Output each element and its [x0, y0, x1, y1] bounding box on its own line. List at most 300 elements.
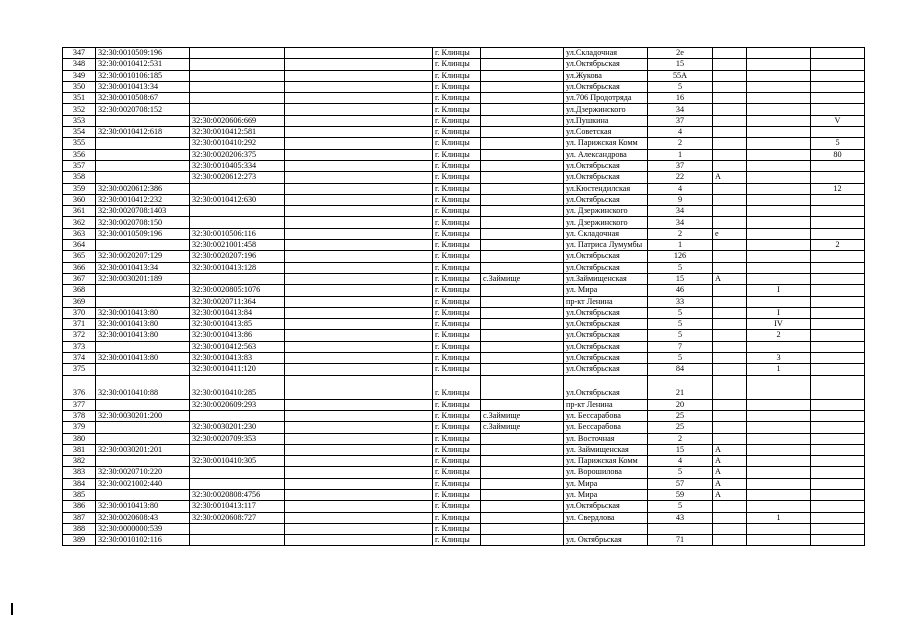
cell-building-part [747, 160, 811, 171]
cell-letter [713, 523, 747, 534]
cell-apartment [811, 444, 865, 455]
cell-letter: А [713, 467, 747, 478]
cell-building-part [747, 375, 811, 399]
cell-locality [481, 353, 564, 364]
cell-empty [285, 422, 433, 433]
cell-letter [713, 375, 747, 399]
cell-building-part [747, 206, 811, 217]
cell-empty [285, 296, 433, 307]
cell-empty [285, 410, 433, 421]
cell-locality [481, 172, 564, 183]
table-row [63, 422, 865, 433]
cell-empty [285, 217, 433, 228]
cell-street: ул. Парижская Комм [564, 456, 648, 467]
cell-locality [481, 149, 564, 160]
registry-table [62, 47, 865, 546]
cell-letter [713, 364, 747, 375]
cell-building-cadastral-number: 32:30:0020711:364 [190, 296, 285, 307]
cell-apartment: 2 [811, 240, 865, 251]
cell-house-number: 21 [648, 375, 713, 399]
cell-house-number: 34 [648, 217, 713, 228]
cell-house-number: 25 [648, 422, 713, 433]
cell-building-part [747, 228, 811, 239]
cell-locality [481, 512, 564, 523]
cell-locality [481, 478, 564, 489]
cell-house-number: 4 [648, 127, 713, 138]
cell-building-cadastral-number: 32:30:0020207:196 [190, 251, 285, 262]
cell-apartment [811, 296, 865, 307]
cell-city: г. Клинцы [433, 433, 481, 444]
cell-empty [285, 251, 433, 262]
cell-letter [713, 353, 747, 364]
cell-city: г. Клинцы [433, 160, 481, 171]
cell-letter [713, 262, 747, 273]
cell-street: ул.Октябрьская [564, 319, 648, 330]
cell-street: ул. Парижская Комм [564, 138, 648, 149]
cell-building-part [747, 262, 811, 273]
cell-empty [285, 127, 433, 138]
cell-city: г. Клинцы [433, 149, 481, 160]
cell-street: ул.Октябрьская [564, 375, 648, 399]
cell-locality [481, 93, 564, 104]
cell-city: г. Клинцы [433, 172, 481, 183]
cell-building-part [747, 489, 811, 500]
cell-locality: с.Займище [481, 422, 564, 433]
cell-row-number: 355 [63, 138, 96, 149]
cell-building-part [747, 93, 811, 104]
cell-letter [713, 81, 747, 92]
cell-cadastral-number [96, 172, 190, 183]
cell-cadastral-number: 32:30:0010413:80 [96, 353, 190, 364]
cell-building-part [747, 478, 811, 489]
cell-street: пр-кт Ленина [564, 399, 648, 410]
cell-building-part [747, 194, 811, 205]
cell-city: г. Клинцы [433, 251, 481, 262]
cell-locality [481, 296, 564, 307]
cell-row-number: 370 [63, 307, 96, 318]
cell-letter [713, 59, 747, 70]
cell-house-number: 2 [648, 228, 713, 239]
cell-street: ул.Октябрьская [564, 501, 648, 512]
cell-house-number: 7 [648, 341, 713, 352]
cell-cadastral-number [96, 399, 190, 410]
cell-letter [713, 433, 747, 444]
cell-building-part [747, 410, 811, 421]
cell-house-number: 15 [648, 444, 713, 455]
cell-house-number: 5 [648, 501, 713, 512]
cell-building-cadastral-number: 32:30:0020608:727 [190, 512, 285, 523]
cell-letter [713, 501, 747, 512]
cell-city: г. Клинцы [433, 273, 481, 284]
cell-street: ул. Александрова [564, 149, 648, 160]
cell-locality [481, 251, 564, 262]
cell-cadastral-number [96, 115, 190, 126]
cell-row-number: 375 [63, 364, 96, 375]
cell-house-number: 20 [648, 399, 713, 410]
table-row [63, 59, 865, 70]
cell-apartment [811, 194, 865, 205]
cell-cadastral-number: 32:30:0030201:201 [96, 444, 190, 455]
cell-building-part [747, 501, 811, 512]
cell-locality [481, 104, 564, 115]
cell-row-number: 359 [63, 183, 96, 194]
cell-city: г. Клинцы [433, 399, 481, 410]
cell-cadastral-number: 32:30:0030201:200 [96, 410, 190, 421]
cell-row-number: 348 [63, 59, 96, 70]
cell-building-part [747, 48, 811, 59]
cell-row-number: 371 [63, 319, 96, 330]
cell-apartment [811, 399, 865, 410]
cell-empty [285, 523, 433, 534]
cell-row-number: 368 [63, 285, 96, 296]
cell-apartment: V [811, 115, 865, 126]
cell-street: ул. Октябрьская [564, 535, 648, 546]
cell-street: ул.Складочная [564, 48, 648, 59]
cell-building-part [747, 104, 811, 115]
cell-apartment [811, 523, 865, 534]
cell-building-cadastral-number [190, 93, 285, 104]
cell-letter [713, 399, 747, 410]
cell-street: ул. Складочная [564, 228, 648, 239]
cell-empty [285, 341, 433, 352]
cell-row-number: 366 [63, 262, 96, 273]
cell-street: ул.Жукова [564, 70, 648, 81]
cell-empty [285, 228, 433, 239]
cell-street: ул.Октябрьская [564, 59, 648, 70]
cell-row-number: 352 [63, 104, 96, 115]
cell-row-number: 382 [63, 456, 96, 467]
cell-house-number: 34 [648, 206, 713, 217]
cell-city: г. Клинцы [433, 467, 481, 478]
margin-mark [11, 603, 13, 615]
cell-cadastral-number [96, 160, 190, 171]
cell-building-part [747, 535, 811, 546]
cell-row-number: 385 [63, 489, 96, 500]
cell-building-cadastral-number [190, 467, 285, 478]
cell-house-number: 33 [648, 296, 713, 307]
cell-apartment [811, 501, 865, 512]
cell-letter: А [713, 273, 747, 284]
cell-building-cadastral-number: 32:30:0010412:581 [190, 127, 285, 138]
cell-empty [285, 183, 433, 194]
table-row [63, 183, 865, 194]
cell-house-number: 71 [648, 535, 713, 546]
cell-cadastral-number [96, 285, 190, 296]
cell-building-cadastral-number [190, 70, 285, 81]
cell-street: ул.Октябрьская [564, 353, 648, 364]
table-row [63, 149, 865, 160]
cell-apartment [811, 273, 865, 284]
cell-building-part [747, 127, 811, 138]
cell-row-number: 369 [63, 296, 96, 307]
cell-locality [481, 375, 564, 399]
cell-house-number: 15 [648, 59, 713, 70]
cell-house-number: 84 [648, 364, 713, 375]
cell-city: г. Клинцы [433, 93, 481, 104]
cell-city: г. Клинцы [433, 285, 481, 296]
table-row [63, 330, 865, 341]
cell-apartment [811, 467, 865, 478]
cell-locality [481, 262, 564, 273]
cell-city: г. Клинцы [433, 512, 481, 523]
cell-building-cadastral-number [190, 535, 285, 546]
cell-empty [285, 353, 433, 364]
cell-building-cadastral-number [190, 444, 285, 455]
cell-cadastral-number: 32:30:0000000:539 [96, 523, 190, 534]
table-row [63, 353, 865, 364]
cell-apartment [811, 160, 865, 171]
cell-letter: А [713, 172, 747, 183]
cell-empty [285, 70, 433, 81]
table-row [63, 456, 865, 467]
cell-house-number: 37 [648, 115, 713, 126]
cell-cadastral-number: 32:30:0020710:220 [96, 467, 190, 478]
table-row [63, 228, 865, 239]
cell-building-part [747, 273, 811, 284]
cell-row-number: 386 [63, 501, 96, 512]
cell-empty [285, 501, 433, 512]
cell-house-number: 25 [648, 410, 713, 421]
cell-building-part [747, 422, 811, 433]
cell-city: г. Клинцы [433, 478, 481, 489]
cell-building-part [747, 115, 811, 126]
cell-locality [481, 228, 564, 239]
cell-empty [285, 330, 433, 341]
cell-apartment: 80 [811, 149, 865, 160]
cell-row-number: 364 [63, 240, 96, 251]
table-row [63, 172, 865, 183]
cell-letter [713, 330, 747, 341]
cell-house-number: 126 [648, 251, 713, 262]
cell-city: г. Клинцы [433, 410, 481, 421]
table-row [63, 285, 865, 296]
cell-street: ул.Пушкина [564, 115, 648, 126]
cell-locality [481, 501, 564, 512]
cell-street: ул. Бессарабова [564, 422, 648, 433]
cell-building-cadastral-number [190, 81, 285, 92]
cell-house-number: 59 [648, 489, 713, 500]
cell-building-cadastral-number: 32:30:0020612:273 [190, 172, 285, 183]
cell-letter [713, 48, 747, 59]
cell-letter [713, 93, 747, 104]
cell-empty [285, 364, 433, 375]
cell-cadastral-number [96, 341, 190, 352]
cell-city: г. Клинцы [433, 375, 481, 399]
cell-locality [481, 489, 564, 500]
cell-empty [285, 262, 433, 273]
cell-street: ул.Октябрьская [564, 160, 648, 171]
cell-building-part [747, 456, 811, 467]
cell-apartment [811, 319, 865, 330]
cell-empty [285, 535, 433, 546]
cell-cadastral-number [96, 138, 190, 149]
cell-apartment [811, 59, 865, 70]
table-row [63, 206, 865, 217]
cell-row-number: 365 [63, 251, 96, 262]
cell-apartment: 12 [811, 183, 865, 194]
cell-cadastral-number [96, 489, 190, 500]
cell-row-number: 360 [63, 194, 96, 205]
cell-street: ул.Октябрьская [564, 262, 648, 273]
cell-row-number: 347 [63, 48, 96, 59]
cell-building-cadastral-number [190, 104, 285, 115]
cell-empty [285, 399, 433, 410]
cell-row-number: 362 [63, 217, 96, 228]
table-row [63, 262, 865, 273]
cell-cadastral-number [96, 364, 190, 375]
cell-cadastral-number [96, 296, 190, 307]
cell-cadastral-number [96, 433, 190, 444]
cell-row-number: 349 [63, 70, 96, 81]
cell-building-part [747, 341, 811, 352]
cell-building-part [747, 240, 811, 251]
cell-apartment [811, 478, 865, 489]
cell-building-part: 1 [747, 364, 811, 375]
cell-building-cadastral-number: 32:30:0010410:285 [190, 375, 285, 399]
cell-locality [481, 206, 564, 217]
cell-building-part [747, 217, 811, 228]
cell-building-cadastral-number: 32:30:0010411:120 [190, 364, 285, 375]
cell-city: г. Клинцы [433, 183, 481, 194]
cell-house-number: 5 [648, 467, 713, 478]
cell-cadastral-number: 32:30:0020207:129 [96, 251, 190, 262]
cell-house-number: 43 [648, 512, 713, 523]
cell-building-cadastral-number: 32:30:0010506:116 [190, 228, 285, 239]
cell-row-number: 374 [63, 353, 96, 364]
cell-row-number: 354 [63, 127, 96, 138]
table-row [63, 194, 865, 205]
cell-cadastral-number: 32:30:0020708:1403 [96, 206, 190, 217]
cell-letter [713, 341, 747, 352]
cell-house-number: 15 [648, 273, 713, 284]
cell-empty [285, 489, 433, 500]
cell-apartment [811, 93, 865, 104]
cell-empty [285, 194, 433, 205]
cell-house-number: 16 [648, 93, 713, 104]
cell-locality [481, 433, 564, 444]
cell-letter [713, 194, 747, 205]
cell-locality [481, 160, 564, 171]
cell-locality [481, 444, 564, 455]
table-row [63, 273, 865, 284]
cell-letter [713, 70, 747, 81]
cell-apartment [811, 353, 865, 364]
cell-building-cadastral-number: 32:30:0010413:86 [190, 330, 285, 341]
cell-empty [285, 456, 433, 467]
cell-street: ул. Патриса Лумумбы [564, 240, 648, 251]
cell-house-number: 5 [648, 330, 713, 341]
cell-row-number: 389 [63, 535, 96, 546]
cell-city: г. Клинцы [433, 444, 481, 455]
cell-building-cadastral-number [190, 410, 285, 421]
cell-building-cadastral-number [190, 48, 285, 59]
cell-city: г. Клинцы [433, 353, 481, 364]
cell-empty [285, 160, 433, 171]
cell-city: г. Клинцы [433, 228, 481, 239]
cell-city: г. Клинцы [433, 70, 481, 81]
table-row [63, 364, 865, 375]
cell-building-part [747, 183, 811, 194]
cell-street [564, 523, 648, 534]
cell-house-number: 2 [648, 138, 713, 149]
cell-building-part: IV [747, 319, 811, 330]
cell-apartment [811, 48, 865, 59]
cell-row-number: 380 [63, 433, 96, 444]
cell-cadastral-number: 32:30:0010413:80 [96, 319, 190, 330]
cell-empty [285, 240, 433, 251]
cell-building-cadastral-number: 32:30:0010413:117 [190, 501, 285, 512]
cell-building-cadastral-number: 32:30:0010410:292 [190, 138, 285, 149]
cell-city: г. Клинцы [433, 217, 481, 228]
table-row [63, 93, 865, 104]
cell-locality [481, 194, 564, 205]
cell-locality [481, 535, 564, 546]
cell-row-number: 367 [63, 273, 96, 284]
cell-apartment [811, 330, 865, 341]
cell-street: ул.Октябрьская [564, 330, 648, 341]
cell-letter [713, 422, 747, 433]
cell-row-number: 379 [63, 422, 96, 433]
cell-empty [285, 115, 433, 126]
cell-empty [285, 172, 433, 183]
cell-city: г. Клинцы [433, 206, 481, 217]
cell-cadastral-number: 32:30:0021002:440 [96, 478, 190, 489]
cell-cadastral-number: 32:30:0010410:88 [96, 375, 190, 399]
cell-letter: А [713, 456, 747, 467]
cell-locality [481, 59, 564, 70]
cell-house-number: 22 [648, 172, 713, 183]
cell-empty [285, 273, 433, 284]
table-row [63, 127, 865, 138]
cell-cadastral-number: 32:30:0010413:80 [96, 307, 190, 318]
cell-street: ул.Советская [564, 127, 648, 138]
cell-row-number: 357 [63, 160, 96, 171]
cell-house-number: 57 [648, 478, 713, 489]
cell-row-number: 356 [63, 149, 96, 160]
cell-row-number: 373 [63, 341, 96, 352]
cell-street: ул.Октябрьская [564, 251, 648, 262]
cell-city: г. Клинцы [433, 364, 481, 375]
cell-building-part: I [747, 285, 811, 296]
cell-city: г. Клинцы [433, 81, 481, 92]
cell-building-cadastral-number: 32:30:0010413:128 [190, 262, 285, 273]
cell-street: ул. Свердлова [564, 512, 648, 523]
cell-letter [713, 535, 747, 546]
cell-street: ул. Займищенская [564, 444, 648, 455]
cell-city: г. Клинцы [433, 319, 481, 330]
cell-building-part [747, 172, 811, 183]
cell-locality [481, 48, 564, 59]
cell-row-number: 377 [63, 399, 96, 410]
cell-cadastral-number: 32:30:0010106:185 [96, 70, 190, 81]
table-row [63, 307, 865, 318]
cell-street: ул. Мира [564, 489, 648, 500]
table-row [63, 535, 865, 546]
cell-building-part: 2 [747, 330, 811, 341]
cell-empty [285, 285, 433, 296]
cell-city: г. Клинцы [433, 240, 481, 251]
cell-city: г. Клинцы [433, 48, 481, 59]
cell-locality [481, 523, 564, 534]
cell-row-number: 387 [63, 512, 96, 523]
cell-street: ул.706 Продотряда [564, 93, 648, 104]
cell-cadastral-number: 32:30:0010509:196 [96, 228, 190, 239]
cell-building-part [747, 467, 811, 478]
cell-street: ул. Дзержинского [564, 206, 648, 217]
cell-street: ул.Займищенская [564, 273, 648, 284]
cell-empty [285, 512, 433, 523]
cell-locality [481, 307, 564, 318]
